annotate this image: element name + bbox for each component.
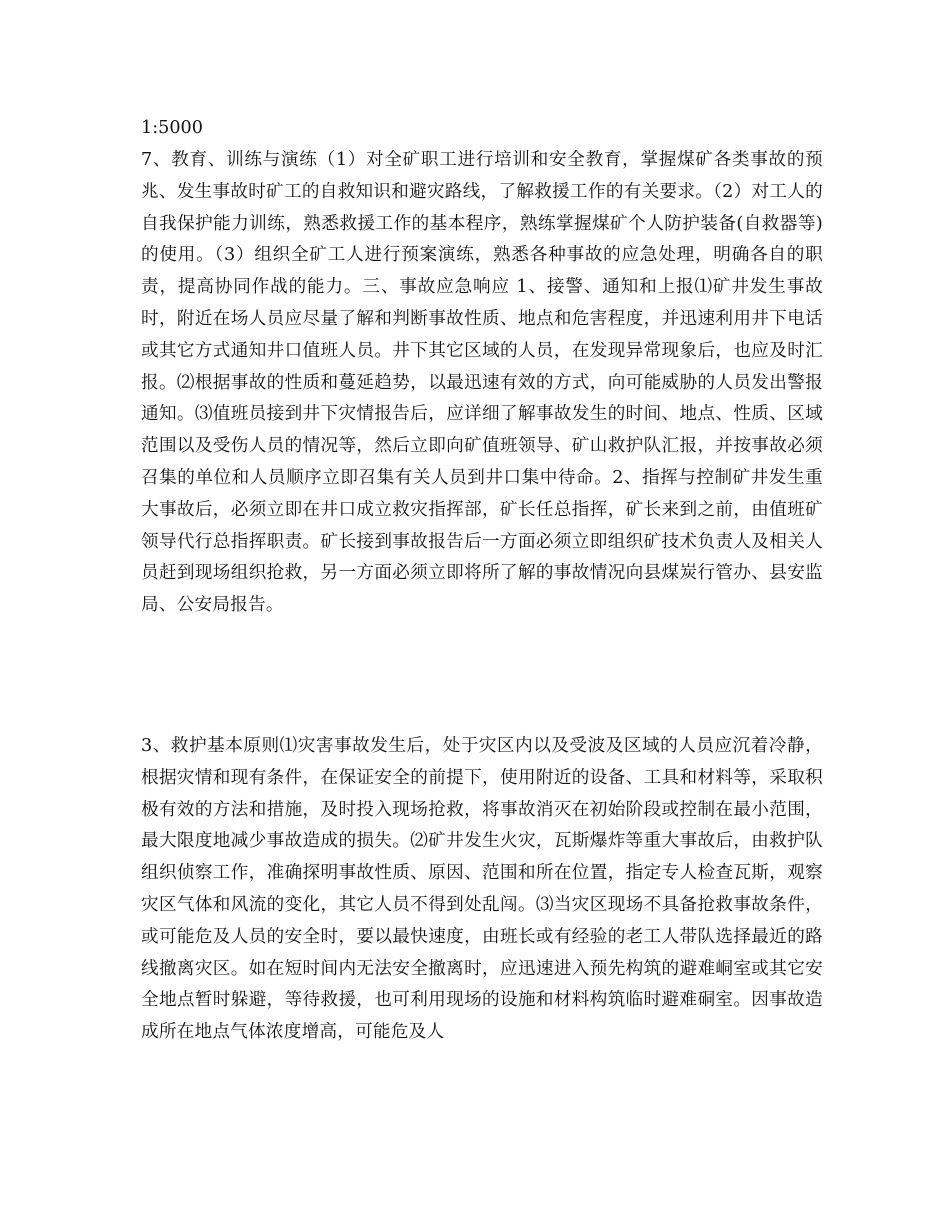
scale-text: 1:5000 <box>141 118 203 138</box>
paragraph-text: 7、教育、训练与演练（1）对全矿职工进行培训和安全教育，掌握煤矿各类事故的预兆、发生事故时矿工的自救知识和避灾路线，了解救援工作的有关要求。（2）对工人的自我保护能力训练，熟悉救援工作的基本程序，熟练掌握煤矿个人防护装备(自救器等)的使用。（3）组织全矿工人进行预案演练，熟悉各种事故的应急处理，明确各自的职责，提高协同作战的能力。三、事故应急响应 1、接警、通知和上报⑴矿井发生事故时，附近在场人员应尽量了解和判断事故性质、地点和危害程度，并迅速利用井下电话或其它方式通知井口值班人员。井下其它区域的人员，在发现异常现象后，也应及时汇报。⑵根据事故的性质和蔓延趋势，以最迅速有效的方式，向可能威胁的人员发出警报通知。⑶值班员接到井下灾情报告后，应详细了解事故发生的时间、地点、性质、区域范围以及受伤人员的情况等，然后立即向矿值班领导、矿山救护队汇报，并按事故必须召集的单位和人员顺序立即召集有关人员到井口集中待命。2、指挥与控制矿井发生重大事故后，必须立即在井口成立救灾指挥部，矿长任总指挥，矿长来到之前，由值班矿领导代行总指挥职责。矿长接到事故报告后一方面必须立即组织矿技术负责人及相关人员赶到现场组织抢救，另一方面必须立即将所了解的事故情况向县煤炭行管办、县安监局、公安局报告。 <box>141 150 823 616</box>
paragraph-text: 3、救护基本原则⑴灾害事故发生后，处于灾区内以及受波及区域的人员应沉着冷静，根据灾情和现有条件，在保证安全的前提下，使用附近的设备、工具和材料等，采取积极有效的方法和措施，及时投入现场抢救，将事故消灭在初始阶段或控制在最小范围，最大限度地减少事故造成的损失。⑵矿井发生火灾，瓦斯爆炸等重大事故后，由救护队组织侦察工作，准确探明事故性质、原因、范围和所在位置，指定专人检查瓦斯，观察灾区气体和风流的变化，其它人员不得到处乱闯。⑶当灾区现场不具备抢救事故条件，或可能危及人员的安全时，要以最快速度，由班长或有经验的老工人带队选择最近的路线撤离灾区。如在短时间内无法安全撤离时，应迅速进入预先构筑的避难峒室或其它安全地点暂时躲避，等待救援，也可利用现场的设施和材料构筑临时避难硐室。因事故造成所在地点气体浓度增高，可能危及人 <box>141 736 823 1043</box>
paragraph-education-response <box>141 145 823 622</box>
paragraph-rescue-principles <box>141 731 823 1049</box>
